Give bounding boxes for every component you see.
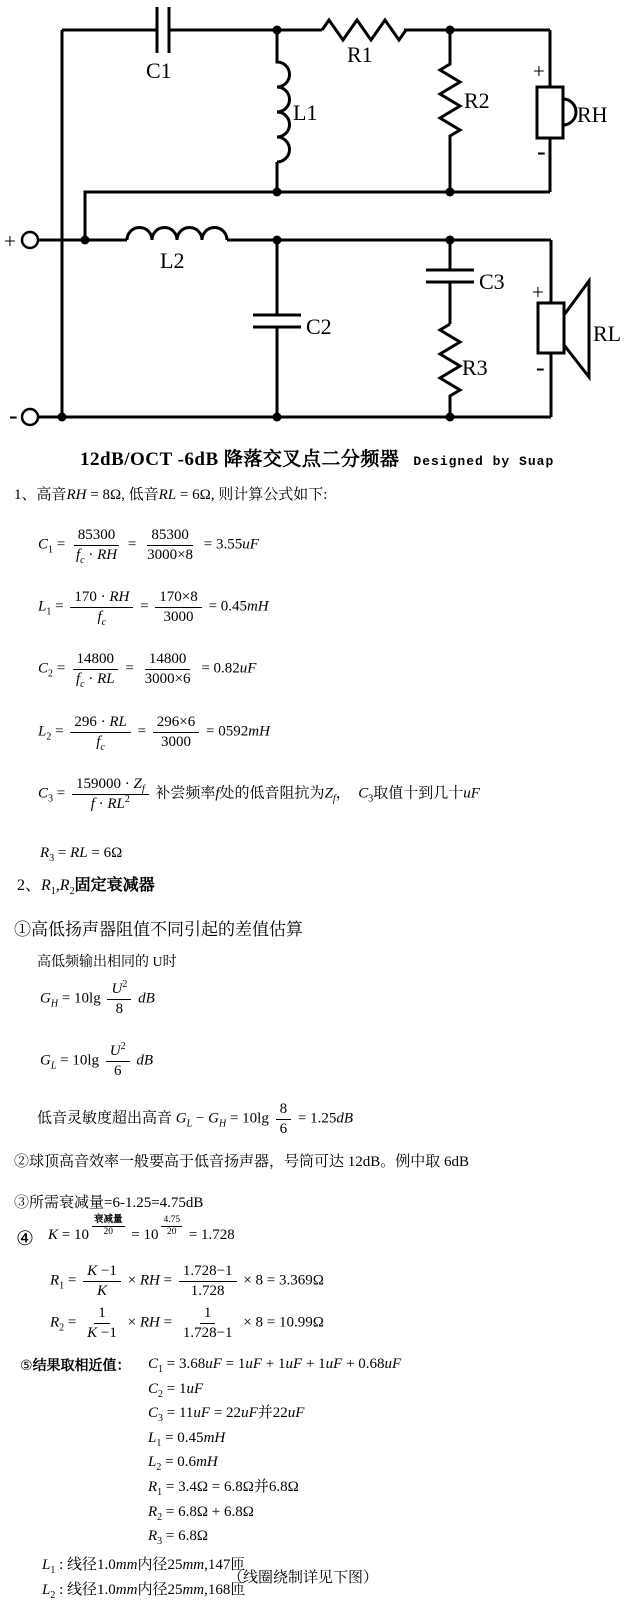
formula-r2: $R_2$ = $\frac{1}{K -1}$ × RH = $\frac{1}{1.728-1}$ × 8 = 10.99Ω [50,1305,324,1341]
tweeter-rh-symbol [537,30,576,192]
wires [22,7,589,425]
resistor-r2-symbol [440,30,460,192]
label-rh-plus: + [533,59,545,83]
paragraph-item-3: ③所需衰减量=6-1.25=4.75dB [14,1195,204,1211]
label-c3: C3 [479,269,505,294]
section-5-label: ⑤结果取相近值： [20,1359,131,1374]
formula-gl: $G_L = 10\lg$ $\frac{U^2}{6}$ dB [40,1041,154,1079]
title-credit: Designed by Suap [413,454,555,469]
winding-note: （线圈绕制详见下图） [228,1570,379,1586]
label-r1: R1 [347,42,373,67]
paragraph-impedance-spec: 1、高音RH = 8Ω, 低音RL = 6Ω, 则计算公式如下: [14,487,328,503]
label-c2: C2 [306,314,332,339]
resistor-r3-symbol [440,324,460,417]
label-rl-plus: + [532,280,544,304]
junction-dot [446,188,455,197]
inductor-l2-symbol [127,227,227,240]
page-title [80,444,554,471]
crossover-schematic [0,0,631,432]
paragraph-item-1: ①高低扬声器阻值不同引起的差值估算 [14,920,303,939]
result-line: $C_3 = 11uF = 22uF$并22uF [148,1405,305,1425]
label-rh-minus: - [537,137,546,166]
junction-dot [58,413,67,422]
junction-dot [446,26,455,35]
formula-r1: $R_1$ = $\frac{K -1}{K}$ × RH = $\frac{1.728-1}{1.728}$ × 8 = 3.369Ω [50,1263,324,1299]
formula-gh: $G_H = 10\lg$ $\frac{U^2}{8}$ dB [40,979,155,1017]
capacitor-c3-symbol [426,240,474,324]
inductor-l1-symbol [277,30,290,192]
junction-dot [273,413,282,422]
formula-c2: $C_2$ = $\frac{14800}{f_c \cdot RL}$ = $\frac{14800}{3000\times 6}$ = 0.82uF [38,651,257,690]
result-line: $L_1 = 0.45mH$ [148,1429,226,1449]
label-rl-minus: - [536,353,545,382]
formula-l2: $L_2$ = $\frac{296 \cdot RL}{f_c}$ = $\frac{296\times 6}{3000}$ = 0592mH [38,714,270,753]
formula-l1: $L_1$ = $\frac{170 \cdot RH}{f_c}$ = $\frac{170\times 8}{3000}$ = 0.45mH [38,589,269,628]
formula-k: K = 10 衰减量 20 = 10 $\frac{4.75}{20}$ = 1.728 [48,1215,235,1243]
label-input-plus: + [4,229,16,253]
paragraph-item-1-sub: 高低频输出相同的 U时 [37,955,177,970]
input-terminal-negative [22,409,38,425]
formula-c3: $C_3$ = $\frac{159000 \cdot Z_f}{f \cdot RL^2}$ 补尝频率f处的低音阻抗为$Z_f$， $C_3$取值十到几十uF [38,776,480,812]
label-rh: RH [577,102,608,127]
result-line: $R_3 = 6.8\Omega$ [148,1528,209,1548]
result-line: $C_1 = 3.68uF = 1uF + 1uF + 1uF + 0.68uF$ [148,1356,402,1375]
result-line: $L_2 = 0.6mH$ [148,1454,218,1474]
label-r2: R2 [464,88,490,113]
item-4-marker: ④ [16,1228,34,1250]
label-l1: L1 [293,100,318,125]
formula-c1: $C_1$ = $\frac{85300}{f_c \cdot RH}$ = $\frac{85300}{3000\times 8}$ = 3.55uF [38,527,259,566]
capacitor-c1-symbol [157,7,169,53]
junction-dot [273,26,282,35]
section-2-heading: 2、$R_1,R_2$固定衰减器 [17,877,155,898]
winding-spec-line: $L_1$ : 线径1.0mm内径25mm,147匝 [42,1557,246,1576]
label-r3: R3 [462,355,488,380]
label-c1: C1 [146,58,172,83]
result-line: $C_2 = 1uF$ [148,1380,204,1400]
junction-dot [273,188,282,197]
input-terminal-positive [22,232,38,248]
formula-sensitivity-difference: 低音灵敏度超出高音 $G_L - G_H = 10\lg$ $\frac{8}{6}$ = 1.25dB [37,1101,353,1137]
formula-r3: $R_3$ = RL = 6Ω [40,845,123,864]
winding-spec-line: $L_2$ : 线径1.0mm内径25mm,168匝 [42,1582,246,1601]
label-l2: L2 [160,248,185,273]
windings-list [42,1553,245,1603]
capacitor-c2-symbol [253,240,301,417]
paragraph-item-2: ②球顶高音效率一般要高于低音扬声器，号筒可达 12dB。例中取 6dB [14,1154,470,1170]
woofer-rl-symbol [538,240,589,417]
resistor-r1-symbol [322,20,406,40]
junction-dot [446,236,455,245]
result-line: $R_2 = 6.8\Omega + 6.8\Omega$ [148,1503,254,1523]
results-list [148,1352,401,1549]
result-line: $R_1 = 3.4\Omega = 6.8\Omega$并6.8Ω [148,1478,299,1498]
junction-dots [58,26,455,422]
component-labels [4,42,621,430]
label-input-minus: - [9,401,18,430]
junction-dot [446,413,455,422]
title-text: 12dB/OCT -6dB 降落交叉点二分频器 [80,449,400,470]
junction-dot [81,236,90,245]
label-rl: RL [593,321,622,346]
junction-dot [273,236,282,245]
